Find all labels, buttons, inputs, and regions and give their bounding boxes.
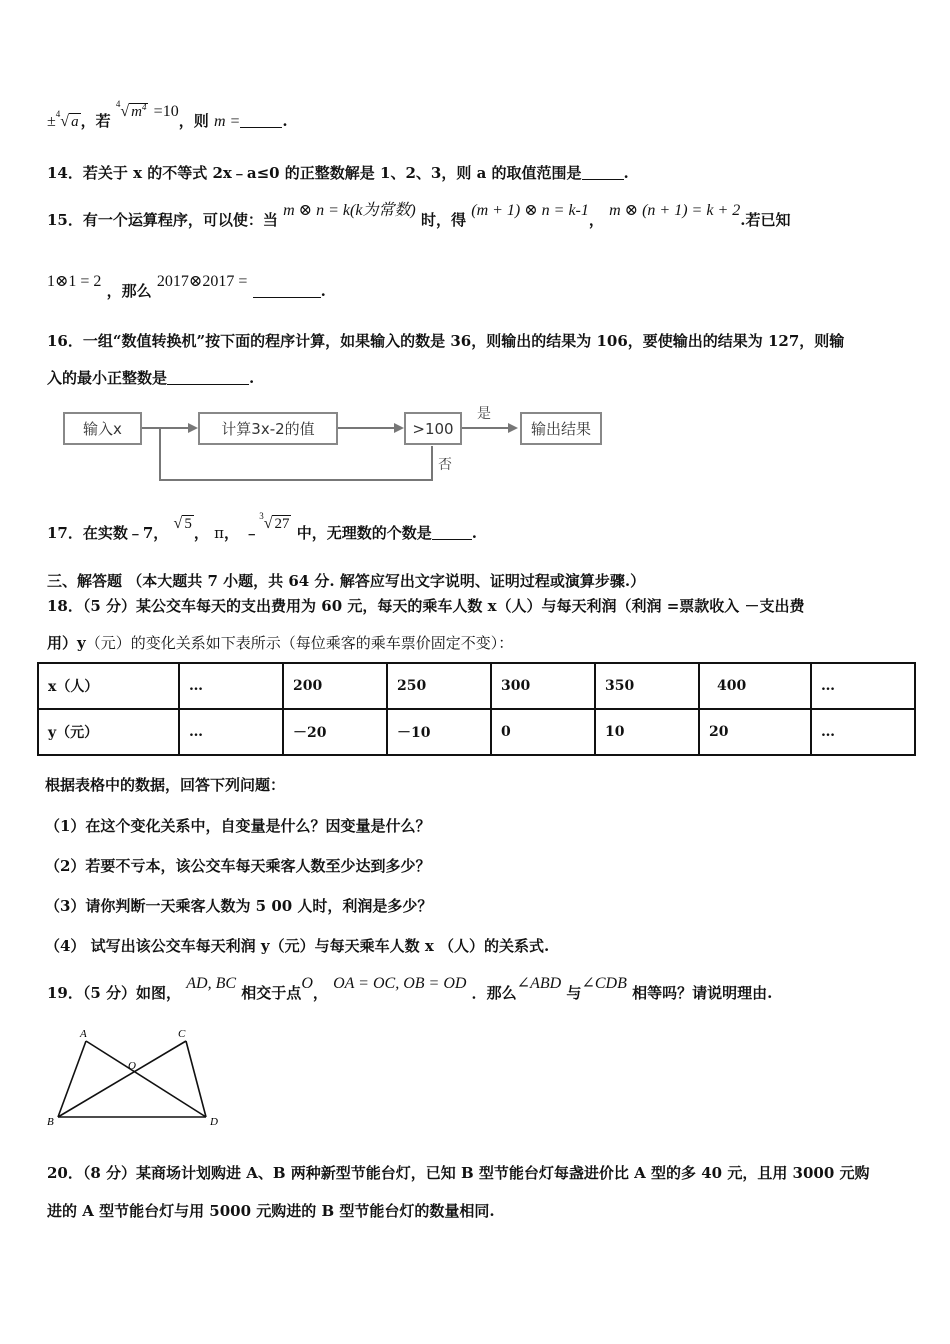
table-cell: … xyxy=(179,663,283,709)
comma: ， xyxy=(588,211,604,229)
table-cell: 200 xyxy=(283,663,387,709)
flow-input-box: 输入x xyxy=(63,412,142,445)
q15-expr5: 2017⊗2017 = xyxy=(156,273,248,290)
q15-text-name: ，那么 xyxy=(106,282,152,300)
table-cell: … xyxy=(811,663,915,709)
answer-blank-17[interactable] xyxy=(432,525,472,540)
q16-line2: 入的最小正整数是 xyxy=(47,369,168,387)
period: . xyxy=(249,369,255,387)
q19-mid1: 相交于点 xyxy=(241,984,302,1002)
flow-no-label: 否 xyxy=(438,457,452,473)
q19-expr1: AD, BC xyxy=(186,975,237,992)
radicand-a: a xyxy=(71,114,79,130)
flow-compute-box: 计算3x-2的值 xyxy=(198,412,338,445)
equals-10: =10 xyxy=(153,103,179,120)
question-18-line1: 18．（5 分）某公交车每天的支出费用为 60 元，每天的乘车人数 x（人）与每天利润（利润 =票款收入 －支出费 xyxy=(47,597,805,615)
table-cell: 20 xyxy=(699,709,811,755)
profit-table xyxy=(37,662,916,756)
question-18-line2 xyxy=(47,632,513,653)
table-cell: 300 xyxy=(491,663,595,709)
question-20-line1: 20．（8 分）某商场计划购进 A、B 两种新型节能台灯，已知 B 型节能台灯每盏进价比 A 型的多 40 元，且用 3000 元购 xyxy=(47,1164,870,1182)
angle-abd: ∠ABD xyxy=(516,975,562,992)
text-ruo: ，若 xyxy=(80,112,111,130)
q15-suffix: .若已知 xyxy=(740,211,791,229)
q15-expr4: 1⊗1 = 2 xyxy=(47,273,102,290)
radical-sign-icon: √ xyxy=(263,515,273,532)
answer-blank-13[interactable] xyxy=(240,113,282,128)
answer-blank-15[interactable] xyxy=(253,283,321,298)
q18-intro: 根据表格中的数据，回答下列问题： xyxy=(45,776,286,794)
answer-blank-16[interactable] xyxy=(167,370,249,385)
geometry-figure xyxy=(40,1025,240,1135)
radical-sign-icon: √ xyxy=(60,113,70,130)
flow-output-box: 输出结果 xyxy=(520,412,602,445)
table-row-x xyxy=(38,663,915,709)
text-ze: ，则 xyxy=(178,112,209,130)
q15-expr3: m ⊗ (n + 1) = k + 2 xyxy=(609,202,741,219)
minus-sign: ﹣ xyxy=(244,524,260,542)
q15-expr2: (m + 1) ⊗ n = k-1 xyxy=(471,202,589,219)
q19-prefix: 19．（5 分）如图， xyxy=(47,984,182,1002)
flow-compare-box: >100 xyxy=(404,412,462,445)
question-15-line2 xyxy=(47,273,326,301)
segment-ad xyxy=(86,1041,206,1117)
m-equals: m = xyxy=(213,113,241,130)
flow-yes-label: 是 xyxy=(477,406,491,422)
question-16-line2 xyxy=(47,367,254,388)
question-16-line1 xyxy=(47,330,844,351)
label-o: O xyxy=(128,1060,136,1072)
table-cell: 10 xyxy=(595,709,699,755)
q18-sub2: （2）若要不亏本，该公交车每天乘客人数至少达到多少？ xyxy=(45,857,431,875)
q18-sub4: （4） 试写出该公交车每天利润 y（元）与每天乘车人数 x （人）的关系式. xyxy=(45,937,550,955)
q19-mid2: ．那么 xyxy=(471,984,517,1002)
table-cell: 0 xyxy=(491,709,595,755)
cube-root-index: 3 xyxy=(259,511,264,521)
period: . xyxy=(320,282,326,300)
q15-prefix: 15．有一个运算程序，可以使：当 xyxy=(47,211,278,229)
table-cell: x（人） xyxy=(38,663,179,709)
table-row-y xyxy=(38,709,915,755)
angle-cdb: ∠CDB xyxy=(581,975,627,992)
q16-line1: 16．一组“数值转换机”按下面的程序计算，如果输入的数是 36，则输出的结果为 106，要使输出的结果为 127，则输 xyxy=(47,332,845,350)
comma: ， xyxy=(312,984,328,1002)
q15-mid: 时，得 xyxy=(420,211,466,229)
q15-expr1: m ⊗ n = k(k为常数) xyxy=(283,202,416,219)
question-19 xyxy=(47,975,773,1003)
q17-suffix: 中，无理数的个数是 xyxy=(296,524,432,542)
pi: π xyxy=(214,524,224,542)
table-cell: 250 xyxy=(387,663,491,709)
question-14 xyxy=(47,162,629,183)
radicand-m4: $m^4$ xyxy=(131,102,147,120)
radical-sign-icon: √ xyxy=(120,103,130,120)
plus-minus-sign: ± xyxy=(47,113,56,130)
root-index-2: 4 xyxy=(115,99,121,109)
comma: ， xyxy=(193,524,209,542)
comma: ， xyxy=(223,524,239,542)
q14-text: 14．若关于 x 的不等式 2x﹣a≤0 的正整数解是 1、2、3，则 a 的取值范围是 xyxy=(47,164,582,182)
q17-prefix: 17．在实数﹣7， xyxy=(47,524,169,542)
period: . xyxy=(471,524,477,542)
label-a: A xyxy=(80,1028,87,1040)
q18-line2-bold: 用）y xyxy=(47,634,86,652)
label-b: B xyxy=(47,1116,54,1128)
segment-bc xyxy=(58,1041,186,1117)
q18-sub1: （1）在这个变化关系中，自变量是什么？因变量是什么？ xyxy=(45,817,431,835)
text-yu: 与 xyxy=(566,984,582,1002)
period: . xyxy=(282,112,288,130)
question-15 xyxy=(47,202,791,230)
table-cell: 350 xyxy=(595,663,699,709)
q19-expr2: OA = OC, OB = OD xyxy=(333,975,467,992)
table-cell: －20 xyxy=(283,709,387,755)
table-cell: y（元） xyxy=(38,709,179,755)
q19-suffix: 相等吗？请说明理由. xyxy=(632,984,773,1002)
label-d: D xyxy=(210,1116,218,1128)
arrowhead-icon xyxy=(188,423,198,433)
arrowhead-icon xyxy=(394,423,404,433)
table-cell: 400 xyxy=(699,663,811,709)
q18-sub3: （3）请你判断一天乘客人数为 5 00 人时，利润是多少？ xyxy=(45,897,433,915)
table-cell: … xyxy=(811,709,915,755)
radical-sign-icon: √ xyxy=(173,515,183,532)
question-20-line2: 进的 A 型节能台灯与用 5000 元购进的 B 型节能台灯的数量相同. xyxy=(47,1202,495,1220)
question-17 xyxy=(47,511,477,543)
point-o: O xyxy=(301,975,313,992)
table-cell: … xyxy=(179,709,283,755)
q18-line2-rest: （元）的变化关系如下表所示（每位乘客的乘车票价固定不变）： xyxy=(85,634,514,652)
period: . xyxy=(623,164,629,182)
answer-blank-14[interactable] xyxy=(582,165,624,180)
sqrt-5: 5 xyxy=(184,516,192,532)
table-cell: －10 xyxy=(387,709,491,755)
segment-ab xyxy=(58,1041,86,1117)
section-3-heading: 三、解答题 （本大题共 7 小题，共 64 分. 解答应写出文字说明、证明过程或演算步骤.） xyxy=(47,572,646,590)
label-c: C xyxy=(178,1028,186,1040)
q13-tail xyxy=(47,99,288,131)
arrowhead-icon xyxy=(508,423,518,433)
root-index: 4 xyxy=(55,109,61,119)
cbrt-27: 27 xyxy=(274,516,290,532)
